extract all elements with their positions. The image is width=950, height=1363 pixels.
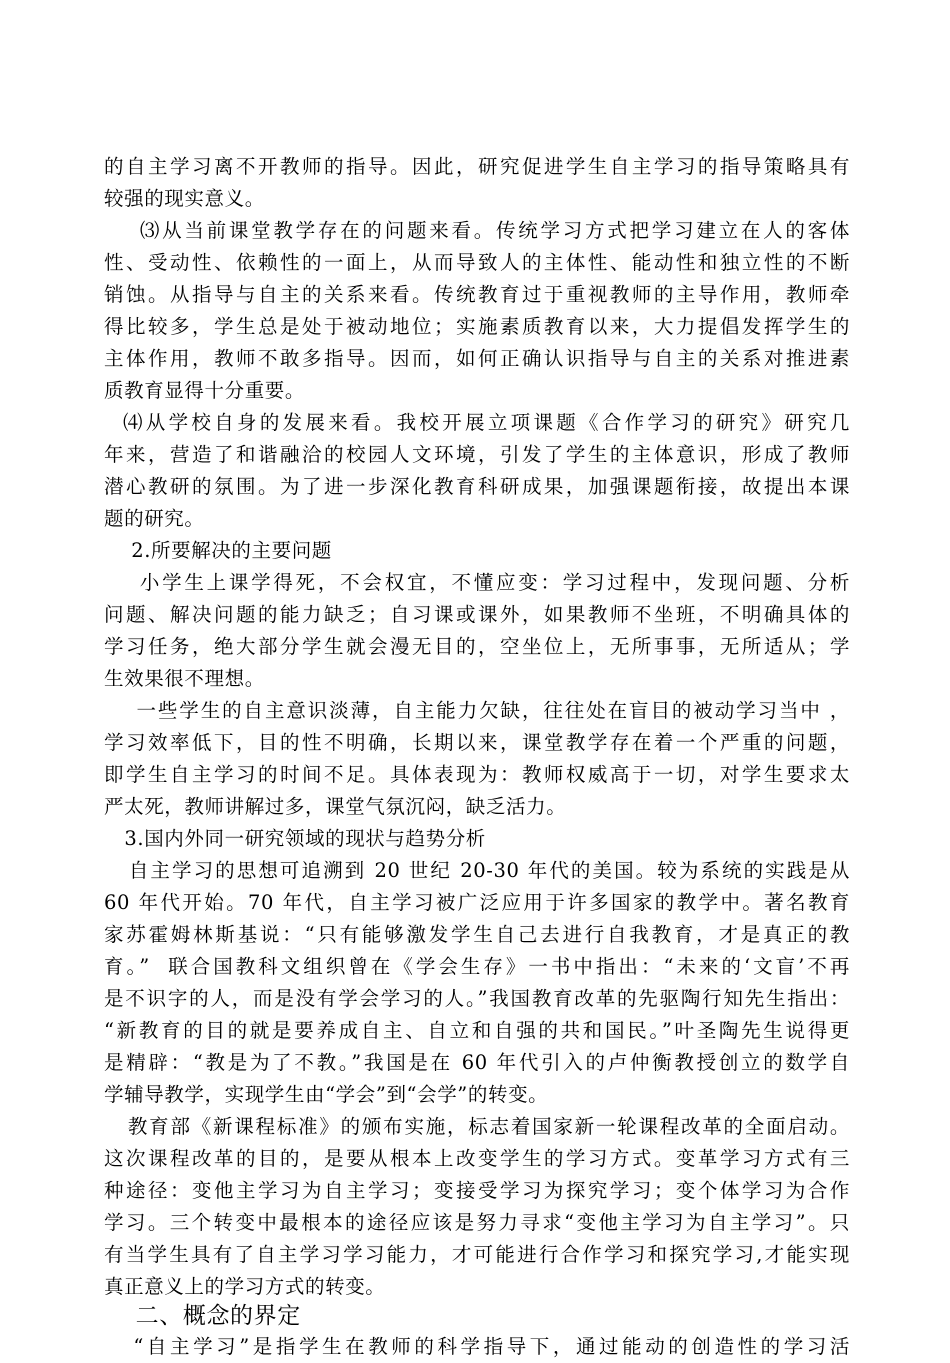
text-line: 这次课程改革的目的，是要从根本上改变学生的学习方式。变革学习方式有三: [104, 1147, 850, 1170]
text-line: 性、受动性、依赖性的一面上，从而导致人的主体性、能动性和独立性的不断: [104, 251, 850, 274]
text-line: 学习任务，绝大部分学生就会漫无目的，空坐位上，无所事事，无所适从；学: [104, 635, 850, 658]
section-subheading: 3.国内外同一研究领域的现状与趋势分析: [104, 827, 486, 850]
text-line: 潜心教研的氛围。为了进一步深化教育科研成果，加强课题衔接，故提出本课: [104, 475, 850, 498]
text-line: 学习效率低下，目的性不明确，长期以来，课堂教学存在着一个严重的问题，: [104, 731, 850, 754]
text-line: ⑶从当前课堂教学存在的问题来看。传统学习方式把学习建立在人的客体: [104, 219, 850, 242]
section-subheading: 2.所要解决的主要问题: [104, 539, 332, 562]
text-line: 家苏霍姆林斯基说：“只有能够激发学生自己去进行自我教育，才是真正的教: [104, 923, 850, 946]
text-line: 年来，营造了和谐融洽的校园人文环境，引发了学生的主体意识，形成了教师: [104, 443, 850, 466]
section-heading: 二、概念的界定: [104, 1303, 301, 1329]
text-line: 小学生上课学得死，不会权宜，不懂应变：学习过程中，发现问题、分析: [104, 571, 850, 594]
text-line: 真正意义上的学习方式的转变。: [104, 1275, 386, 1298]
text-line: 是不识字的人，而是没有学会学习的人。”我国教育改革的先驱陶行知先生指出：: [104, 987, 850, 1010]
text-line: 种途径：变他主学习为自主学习；变接受学习为探究学习；变个体学习为合作: [104, 1179, 850, 1202]
text-line: 学辅导教学，实现学生由“学会”到“会学”的转变。: [104, 1083, 549, 1106]
text-line: 教育部《新课程标准》的颁布实施，标志着国家新一轮课程改革的全面启动。: [104, 1115, 850, 1138]
text-line: 生效果很不理想。: [104, 667, 265, 690]
text-line: “新教育的目的就是要养成自主、自立和自强的共和国民。”叶圣陶先生说得更: [104, 1019, 850, 1042]
text-line: 育。” 联合国教科文组织曾在《学会生存》一书中指出：“未来的‘文盲’不再: [104, 955, 850, 978]
text-line: 较强的现实意义。: [104, 187, 265, 210]
text-line: 问题、解决问题的能力缺乏；自习课或课外，如果教师不坐班，不明确具体的: [104, 603, 850, 626]
text-line: 是精辟：“教是为了不教。”我国是在 60 年代引入的卢仲衡教授创立的数学自: [104, 1051, 850, 1074]
text-line: 即学生自主学习的时间不足。具体表现为：教师权威高于一切，对学生要求太: [104, 763, 850, 786]
text-line: 主体作用，教师不敢多指导。因而，如何正确认识指导与自主的关系对推进素: [104, 347, 850, 370]
text-line: 学习。三个转变中最根本的途径应该是努力寻求“变他主学习为自主学习”。只: [104, 1211, 850, 1234]
text-line: 题的研究。: [104, 507, 205, 530]
text-line: “自主学习”是指学生在教师的科学指导下，通过能动的创造性的学习活: [104, 1335, 850, 1358]
text-line: 严太死，教师讲解过多，课堂气氛沉闷，缺乏活力。: [104, 795, 567, 818]
text-line: ⑷从学校自身的发展来看。我校开展立项课题《合作学习的研究》研究几: [104, 411, 850, 434]
text-line: 有当学生具有了自主学习学习能力，才可能进行合作学习和探究学习,才能实现: [104, 1243, 850, 1266]
text-line: 质教育显得十分重要。: [104, 379, 306, 402]
text-line: 的自主学习离不开教师的指导。因此，研究促进学生自主学习的指导策略具有: [104, 155, 850, 178]
text-line: 得比较多，学生总是处于被动地位；实施素质教育以来，大力提倡发挥学生的: [104, 315, 850, 338]
text-line: 60 年代开始。70 年代，自主学习被广泛应用于许多国家的教学中。著名教育: [104, 891, 850, 914]
text-line: 一些学生的自主意识淡薄，自主能力欠缺，往往处在盲目的被动学习当中 ，: [104, 699, 850, 722]
text-line: 销蚀。从指导与自主的关系来看。传统教育过于重视教师的主导作用，教师牵: [104, 283, 850, 306]
text-line: 自主学习的思想可追溯到 20 世纪 20-30 年代的美国。较为系统的实践是从: [104, 859, 850, 882]
